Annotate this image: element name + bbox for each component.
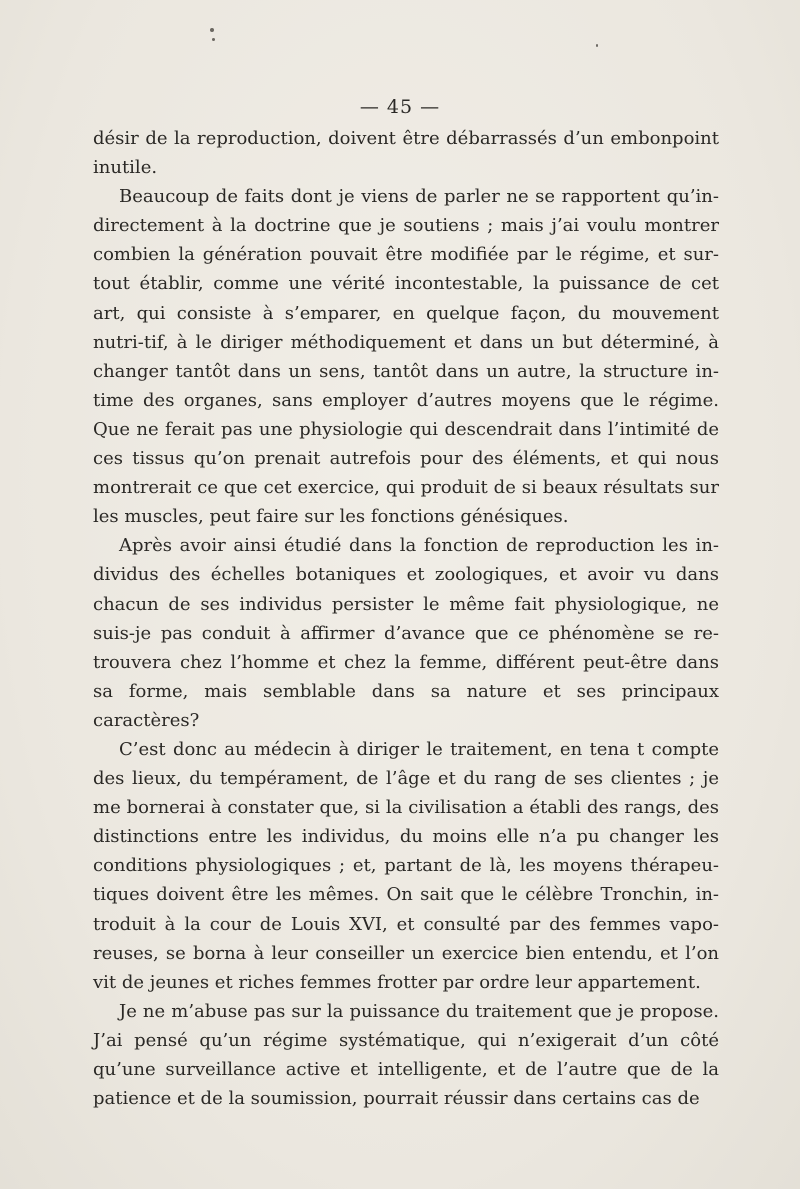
page-number: — 45 — [359, 96, 441, 118]
paragraph: Je ne m’abuse pas sur la puissance du traitement que je propose. J’ai pensé qu’un régime systématique, qui n’exigerait d’un côté qu’une surveillance active et intelligente, et de l’autre que de la patience et de la soumission, pourrait réussir dans certains cas de [93, 1000, 719, 1110]
body-text [93, 124, 719, 1113]
ink-speck [596, 44, 598, 47]
paragraph: C’est donc au médecin à diriger le traitement, en tena t compte des lieux, du tempérament, de l’âge et du rang de ses clientes ; je me bornerai à constater que, si la civilisation a établi des rangs, des distinctions entre les individus, du moins elle n’a pu changer les conditions physiologiques ; et, partant de là, les moyens thérapeu-tiques doivent être les mêmes. On sait que le célèbre Tronchin, in-troduit à la cour de Louis XVI, et consulté par des femmes vapo-reuses, se borna à leur conseiller un exercice bien entendu, et l’on vit de jeunes et riches femmes frotter par ordre leur appartement. [93, 738, 719, 993]
paragraph: Après avoir ainsi étudié dans la fonction de reproduction les in-dividus des échelles botaniques et zoologiques, et avoir vu dans chacun de ses individus persister le même fait physiologique, ne suis-je pas conduit à affirmer d’avance que ce phénomène se re-trouvera chez l’homme et chez la femme, différent peut-être dans sa forme, mais semblable dans sa nature et ses principaux caractères? [93, 535, 719, 731]
ink-speck [212, 38, 215, 41]
ink-speck [210, 28, 214, 32]
paragraph: Beaucoup de faits dont je viens de parler ne se rapportent qu’in-directement à la doctrine que je soutiens ; mais j’ai voulu montrer combien la génération pouvait être modifiée par le régime, et sur-tout établir, comme une vérité incontestable, la puissance de cet art, qui consiste à s’emparer, en quelque façon, du mouvement nutri-tif, à le diriger méthodiquement et dans un but déterminé, à changer tantôt dans un sens, tantôt dans un autre, la structure in-time des organes, sans employer d’autres moyens que le régime. Que ne ferait pas une physiologie qui descendrait dans l’intimité de ces tissus qu’on prenait autrefois pour des éléments, et qui nous montrerait ce que cet exercice, qui produit de si beaux résultats sur les muscles, peut faire sur les fonctions génésiques. [93, 186, 719, 528]
paragraph: désir de la reproduction, doivent être débarrassés d’un embonpoint inutile. [93, 128, 719, 179]
